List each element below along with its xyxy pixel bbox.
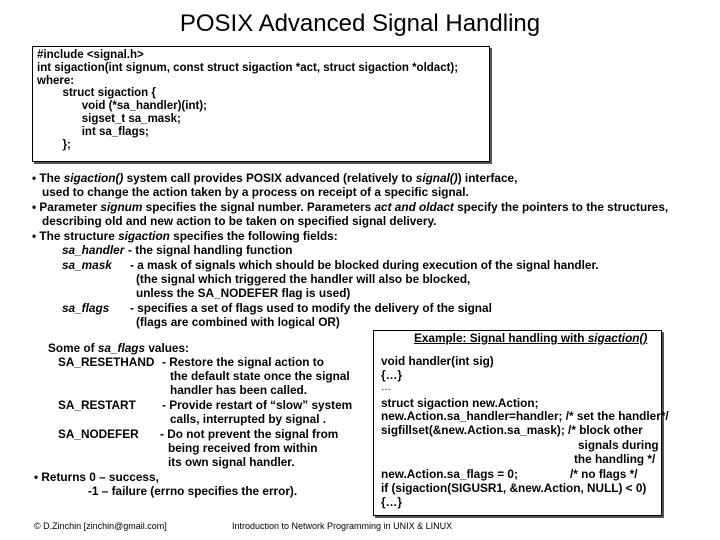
returns-bullet: • Returns 0 – success, (34, 470, 159, 484)
field-desc-sa-handler: - the signal handling function (128, 243, 293, 257)
footer-author: © D.Zinchin [zinchin@gmail.com] (34, 521, 167, 531)
field-name-sa-handler: sa_handler (62, 243, 125, 257)
code-line: int sa_flags; (37, 125, 149, 138)
example-code-line: void handler(int sig) (381, 354, 494, 368)
field-desc-sa-flags: (flags are combined with logical OR) (136, 315, 340, 329)
bullet-parameters: • Parameter signum specifies the signal number. Parameters act and oldact specify the pointers to the structures, (32, 200, 669, 214)
code-line: sigset_t sa_mask; (37, 112, 181, 125)
flag-desc-sa-nodefer: being received from within (168, 441, 318, 455)
field-desc-sa-flags: - specifies a set of flags used to modify the delivery of the signal (130, 301, 492, 315)
flag-desc-sa-resethand: - Restore the signal action to (162, 355, 324, 369)
example-code-line: if (sigaction(SIGUSR1, &new.Action, NULL) < 0) (381, 481, 647, 495)
flag-name-sa-resethand: SA_RESETHAND (58, 355, 155, 369)
example-code-line: the handling */ (574, 452, 656, 466)
flag-name-sa-restart: SA_RESTART (58, 398, 136, 412)
example-code-line: sigfillset(&new.Action.sa_mask); /* block other (381, 423, 643, 437)
example-code-line: struct sigaction new.Action; (381, 396, 539, 410)
flags-heading: Some of sa_flags values: (48, 341, 189, 355)
bullet-sigaction: • The sigaction() system call provides POSIX advanced (relatively to signal()) interface, (32, 171, 518, 185)
example-code-line: signals during (578, 438, 659, 452)
flag-desc-sa-resethand: the default state once the signal (170, 369, 350, 383)
code-line: where: (37, 74, 75, 87)
example-code-line: … (381, 382, 391, 393)
bullet-sigaction-cont: used to change the action taken by a process on receipt of a specific signal. (42, 185, 469, 199)
slide-title: POSIX Advanced Signal Handling (179, 10, 541, 37)
flag-desc-sa-nodefer: - Do not prevent the signal from (160, 427, 339, 441)
code-line: struct sigaction { (37, 87, 156, 100)
example-code-line: new.Action.sa_handler=handler; /* set the handler*/ (381, 409, 669, 423)
flag-desc-sa-resethand: handler has been called. (170, 383, 308, 397)
code-line: int sigaction(int signum, const struct sigaction *act, struct sigaction *oldact); (37, 61, 459, 74)
code-line: #include <signal.h> (37, 49, 144, 61)
field-desc-sa-mask: unless the SA_NODEFER flag is used) (136, 286, 351, 300)
example-code-line: new.Action.sa_flags = 0; (381, 467, 518, 481)
field-desc-sa-mask: (the signal which triggered the handler will also be blocked, (136, 272, 471, 286)
flag-desc-sa-restart: - Provide restart of “slow” system (162, 398, 353, 412)
returns-bullet-cont: -1 – failure (errno specifies the error). (88, 484, 298, 498)
example-code-line: {…} (381, 368, 402, 382)
example-code-line: {…} (381, 495, 402, 509)
bullet-parameters-cont: describing old and new action to be taken on specified signal delivery. (42, 214, 437, 228)
flag-desc-sa-restart: calls, interrupted by signal . (170, 412, 327, 426)
code-line: void (*sa_handler)(int); (37, 100, 207, 113)
sigaction-prototype-box (32, 46, 490, 162)
code-line: }; (37, 138, 71, 151)
flag-name-sa-nodefer: SA_NODEFER (58, 427, 139, 441)
field-name-sa-flags: sa_flags (62, 301, 110, 315)
footer-course: Introduction to Network Programming in UNIX & LINUX (232, 521, 453, 531)
bullet-structure: • The structure sigaction specifies the following fields: (32, 229, 338, 243)
example-code-comment: /* no flags */ (570, 467, 638, 481)
field-desc-sa-mask: - a mask of signals which should be blocked during execution of the signal handler. (130, 258, 599, 272)
flag-desc-sa-nodefer: its own signal handler. (168, 455, 295, 469)
field-name-sa-mask: sa_mask (62, 258, 112, 272)
example-title: Example: Signal handling with sigaction() (414, 331, 648, 345)
